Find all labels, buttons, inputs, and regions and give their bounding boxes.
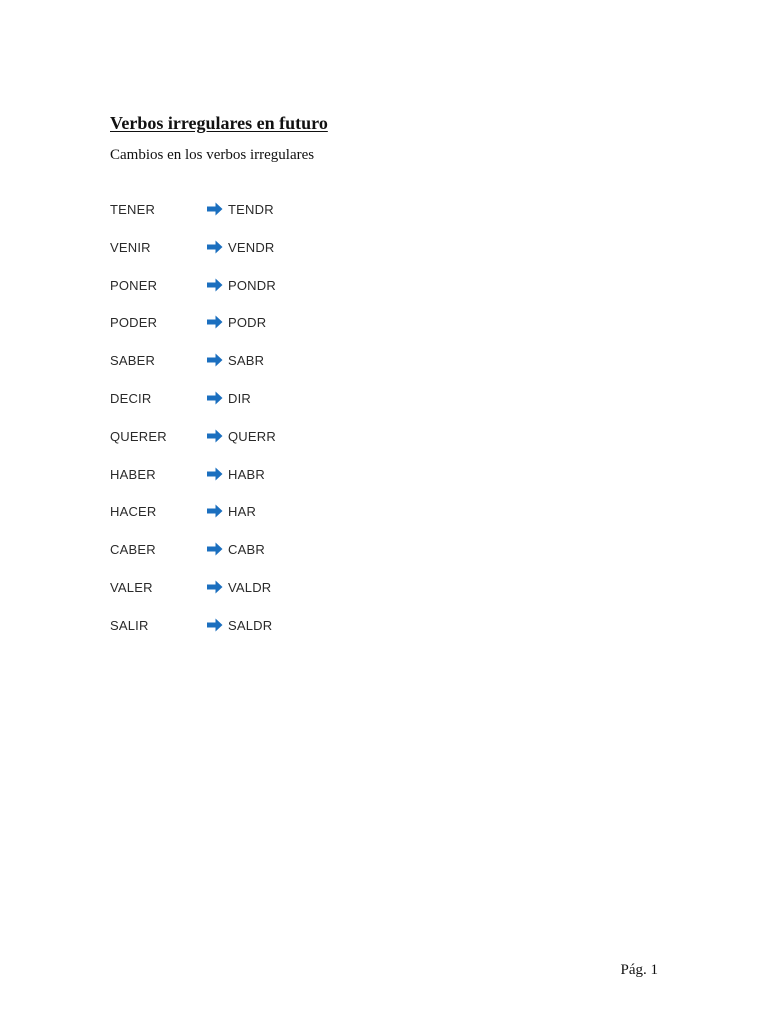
right-arrow-icon — [207, 240, 223, 254]
verb-future-stem: VENDR — [228, 239, 275, 255]
verb-infinitive: SABER — [110, 353, 156, 369]
verb-infinitive: HABER — [110, 466, 156, 482]
verb-row — [110, 502, 276, 540]
verb-future-stem: SALDR — [228, 617, 273, 633]
right-arrow-icon — [207, 353, 223, 367]
verb-row — [110, 200, 276, 238]
verb-row — [110, 465, 276, 503]
verb-future-stem: SABR — [228, 353, 265, 369]
verb-future-stem: VALDR — [228, 579, 272, 595]
verb-row — [110, 238, 276, 276]
right-arrow-icon — [207, 618, 223, 632]
right-arrow-icon — [207, 467, 223, 481]
verb-future-stem: QUERR — [228, 428, 276, 444]
right-arrow-icon — [207, 202, 223, 216]
verb-future-stem: DIR — [228, 390, 251, 406]
verb-row — [110, 616, 276, 654]
verb-infinitive: QUERER — [110, 428, 167, 444]
verb-row — [110, 427, 276, 465]
right-arrow-icon — [207, 429, 223, 443]
verb-infinitive: SALIR — [110, 617, 149, 633]
verb-infinitive: PONER — [110, 277, 158, 293]
verb-row — [110, 351, 276, 389]
verb-row — [110, 313, 276, 351]
right-arrow-icon — [207, 504, 223, 518]
verb-infinitive: CABER — [110, 542, 156, 558]
document-title: Verbos irregulares en futuro — [110, 113, 328, 133]
verb-future-stem: TENDR — [228, 202, 274, 217]
verb-row — [110, 389, 276, 427]
verb-future-stem: CABR — [228, 542, 265, 558]
right-arrow-icon — [207, 391, 223, 405]
document-subtitle: Cambios en los verbos irregulares — [110, 147, 315, 163]
right-arrow-icon — [207, 542, 223, 556]
right-arrow-icon — [207, 315, 223, 329]
right-arrow-icon — [207, 580, 223, 594]
right-arrow-icon — [207, 278, 223, 292]
verb-future-stem: HAR — [228, 504, 257, 520]
verb-row — [110, 540, 276, 578]
verb-row — [110, 578, 276, 616]
verb-infinitive: DECIR — [110, 390, 152, 406]
verb-list — [110, 200, 276, 654]
verb-row — [110, 276, 276, 314]
verb-infinitive: VALER — [110, 579, 153, 595]
verb-infinitive: HACER — [110, 504, 157, 520]
verb-future-stem: PONDR — [228, 277, 276, 293]
verb-infinitive: VENIR — [110, 239, 151, 255]
page-number: Pág. 1 — [620, 962, 658, 978]
verb-infinitive: PODER — [110, 315, 158, 331]
verb-future-stem: PODR — [228, 315, 267, 331]
verb-future-stem: HABR — [228, 466, 265, 482]
verb-infinitive: TENER — [110, 202, 156, 217]
